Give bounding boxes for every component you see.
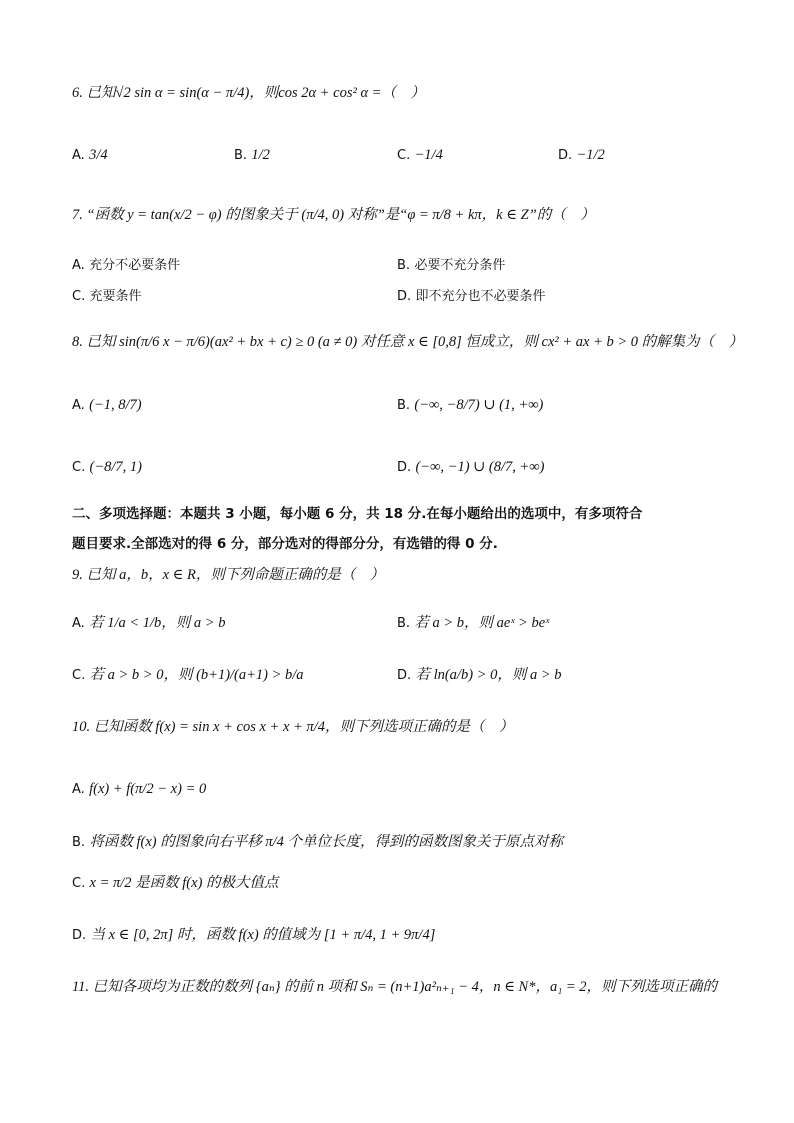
option-c: C. (−8/7, 1) xyxy=(72,459,142,475)
option-c: C. 若 a > b > 0，则 (b+1)/(a+1) > b/a xyxy=(72,667,304,683)
option-d: D. −1/2 xyxy=(558,147,605,163)
option-a: A. 3/4 xyxy=(72,147,108,163)
option-c: C. x = π/2 是函数 f(x) 的极大值点 xyxy=(72,875,279,891)
option-d: D. 若 ln(a/b) > 0，则 a > b xyxy=(397,667,562,683)
option-c: C. 充要条件 xyxy=(72,289,142,304)
option-b: B. 若 a > b，则 aeˣ > beˣ xyxy=(397,615,550,631)
option-a: A. 充分不必要条件 xyxy=(72,258,181,273)
option-d: D. (−∞, −1) ∪ (8/7, +∞) xyxy=(397,459,545,475)
option-b: B. 将函数 f(x) 的图象向右平移 π/4 个单位长度，得到的函数图象关于原点对称 xyxy=(72,834,564,850)
option-a: A. f(x) + f(π/2 − x) = 0 xyxy=(72,781,207,797)
question-stem: 9. 已知 a，b，x ∈ R，则下列命题正确的是（ ） xyxy=(72,567,385,583)
option-b: B. 必要不充分条件 xyxy=(397,258,506,273)
question-stem: 7. “函数 y = tan(x/2 − φ) 的图象关于 (π/4, 0) 对称”是“φ = π/8 + kπ，k ∈ Z”的（ ） xyxy=(72,207,595,223)
question-stem: 6. 已知√2 sin α = sin(α − π/4)，则cos 2α + cos² α =（ ） xyxy=(72,85,425,101)
option-c: C. −1/4 xyxy=(397,147,443,163)
option-d: D. 即不充分也不必要条件 xyxy=(397,289,546,304)
option-a: A. 若 1/a < 1/b，则 a > b xyxy=(72,615,226,631)
question-stem: 8. 已知 sin(π/6 x − π/6)(ax² + bx + c) ≥ 0 (a ≠ 0) 对任意 x ∈ [0,8] 恒成立，则 cx² + ax + b > 0 的解集为（ ） xyxy=(72,334,744,350)
section-heading-line-2: 题目要求.全部选对的得 6 分，部分选对的得部分分，有选错的得 0 分. xyxy=(72,536,498,552)
question-stem: 10. 已知函数 f(x) = sin x + cos x + x + π/4，则下列选项正确的是（ ） xyxy=(72,719,514,735)
option-b: B. 1/2 xyxy=(234,147,270,163)
section-heading-line-1: 二、多项选择题：本题共 3 小题，每小题 6 分，共 18 分.在每小题给出的选项中，有多项符合 xyxy=(72,506,643,522)
question-stem: 11. 已知各项均为正数的数列 {aₙ} 的前 n 项和 Sₙ = (n+1)a²ₙ₊₁ − 4，n ∈ N*，a₁ = 2，则下列选项正确的 xyxy=(72,979,718,995)
option-a: A. (−1, 8/7) xyxy=(72,397,142,413)
option-b: B. (−∞, −8/7) ∪ (1, +∞) xyxy=(397,397,544,413)
option-d: D. 当 x ∈ [0, 2π] 时，函数 f(x) 的值域为 [1 + π/4, 1 + 9π/4] xyxy=(72,927,436,943)
